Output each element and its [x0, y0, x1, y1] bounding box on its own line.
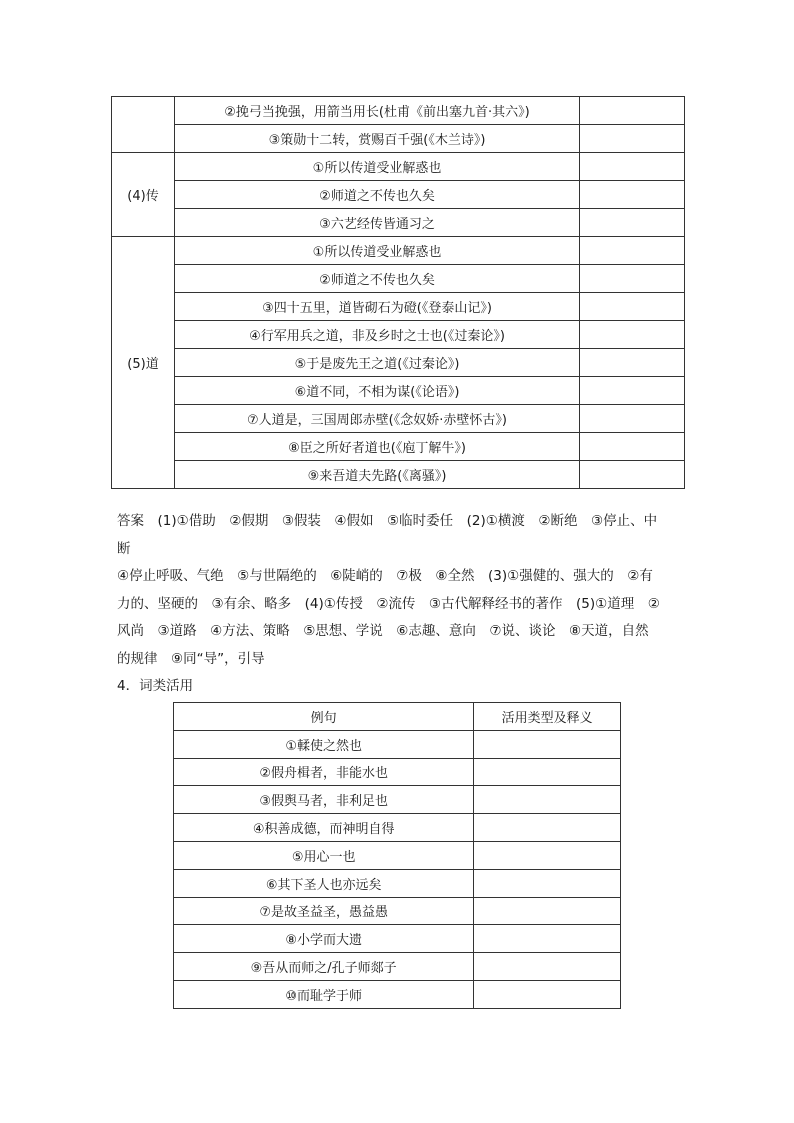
example-cell: ②师道之不传也久矣	[175, 265, 580, 293]
answer-blank-cell[interactable]	[474, 730, 621, 758]
table-row	[174, 730, 621, 758]
example-cell: ②假舟楫者，非能水也	[174, 758, 474, 786]
table-row	[174, 925, 621, 953]
example-cell: ⑤于是废先王之道(《过秦论》)	[175, 349, 580, 377]
table-row	[112, 293, 685, 321]
example-cell: ③四十五里，道皆砌石为磴(《登泰山记》)	[175, 293, 580, 321]
answer-blank-cell[interactable]	[580, 461, 685, 489]
example-cell: ③六艺经传皆通习之	[175, 209, 580, 237]
answer-blank-cell[interactable]	[580, 349, 685, 377]
table-row	[112, 321, 685, 349]
example-cell: ②师道之不传也久矣	[175, 181, 580, 209]
example-cell: ③策勋十二转，赏赐百千强(《木兰诗》)	[175, 125, 580, 153]
table-row	[174, 814, 621, 842]
example-cell: ⑨吾从而师之/孔子师郯子	[174, 953, 474, 981]
table-row	[174, 841, 621, 869]
example-cell: ⑥道不同，不相为谋(《论语》)	[175, 377, 580, 405]
example-cell: ⑩而耻学于师	[174, 980, 474, 1008]
example-cell: ⑧小学而大遗	[174, 925, 474, 953]
answer-blank-cell[interactable]	[580, 321, 685, 349]
group-cell-chuan: (4)传	[112, 153, 175, 237]
example-cell: ②挽弓当挽强，用箭当用长(杜甫《前出塞九首·其六》)	[175, 97, 580, 125]
answer-blank-cell[interactable]	[474, 897, 621, 925]
example-cell: ③假舆马者，非利足也	[174, 786, 474, 814]
table-row	[112, 265, 685, 293]
table-row	[174, 897, 621, 925]
example-cell: ⑥其下圣人也亦远矣	[174, 869, 474, 897]
answer-blank-cell[interactable]	[580, 125, 685, 153]
example-cell: ⑦是故圣益圣，愚益愚	[174, 897, 474, 925]
answer-line: ④停止呼吸、气绝 ⑤与世隔绝的 ⑥陡峭的 ⑦极 ⑧全然 (3)①强健的、强大的 ②有	[117, 568, 653, 584]
answer-blank-cell[interactable]	[580, 405, 685, 433]
table-row	[112, 433, 685, 461]
example-cell: ⑤用心一也	[174, 841, 474, 869]
answer-blank-cell[interactable]	[580, 293, 685, 321]
answer-blank-cell[interactable]	[580, 433, 685, 461]
answer-blank-cell[interactable]	[580, 209, 685, 237]
table-row	[174, 953, 621, 981]
table-row	[112, 153, 685, 181]
group-cell	[112, 97, 175, 153]
answer-blank-cell[interactable]	[474, 869, 621, 897]
table-row	[112, 209, 685, 237]
answer-blank-cell[interactable]	[474, 814, 621, 842]
example-cell: ①所以传道受业解惑也	[175, 237, 580, 265]
example-cell: ④行军用兵之道，非及乡时之士也(《过秦论》)	[175, 321, 580, 349]
table-row	[112, 181, 685, 209]
group-cell-dao: (5)道	[112, 237, 175, 489]
table-row	[174, 758, 621, 786]
table-row	[112, 125, 685, 153]
table-row	[112, 405, 685, 433]
answer-blank-cell[interactable]	[580, 97, 685, 125]
polysemy-table	[111, 96, 685, 489]
example-cell: ⑨来吾道夫先路(《离骚》)	[175, 461, 580, 489]
table-row	[112, 349, 685, 377]
answer-line: 断	[117, 540, 131, 557]
example-cell: ①輮使之然也	[174, 730, 474, 758]
column-header-example: 例句	[174, 703, 474, 731]
answer-line: 风尚 ③道路 ④方法、策略 ⑤思想、学说 ⑥志趣、意向 ⑦说、谈论 ⑧天道，自然	[117, 623, 649, 639]
answer-blank-cell[interactable]	[474, 925, 621, 953]
table-row	[112, 237, 685, 265]
table-row	[174, 786, 621, 814]
answer-line: 的规律 ⑨同“导”，引导	[117, 650, 265, 667]
example-cell: ①所以传道受业解惑也	[175, 153, 580, 181]
table-row	[174, 980, 621, 1008]
table-row	[112, 97, 685, 125]
answer-blank-cell[interactable]	[474, 953, 621, 981]
answer-blank-cell[interactable]	[580, 377, 685, 405]
answer-blank-cell[interactable]	[580, 265, 685, 293]
answer-blank-cell[interactable]	[474, 758, 621, 786]
example-cell: ④积善成德，而神明自得	[174, 814, 474, 842]
table-row	[112, 461, 685, 489]
example-cell: ⑧臣之所好者道也(《庖丁解牛》)	[175, 433, 580, 461]
table-row	[112, 377, 685, 405]
word-class-table	[173, 702, 621, 1009]
table-header-row	[174, 703, 621, 731]
table-row	[174, 869, 621, 897]
answer-line: 答案 (1)①借助 ②假期 ③假装 ④假如 ⑤临时委任 (2)①横渡 ②断绝 ③停止、中	[117, 513, 658, 529]
answer-blank-cell[interactable]	[580, 153, 685, 181]
answer-block	[117, 508, 687, 673]
answer-blank-cell[interactable]	[474, 786, 621, 814]
section-heading: 4．词类活用	[117, 678, 194, 694]
answer-line: 力的、坚硬的 ③有余、略多 (4)①传授 ②流传 ③古代解释经书的著作 (5)①道理 ②	[117, 595, 660, 612]
example-cell: ⑦人道是，三国周郎赤壁(《念奴娇·赤壁怀古》)	[175, 405, 580, 433]
answer-blank-cell[interactable]	[580, 237, 685, 265]
answer-blank-cell[interactable]	[580, 181, 685, 209]
answer-blank-cell[interactable]	[474, 980, 621, 1008]
answer-blank-cell[interactable]	[474, 841, 621, 869]
column-header-type: 活用类型及释义	[474, 703, 621, 731]
